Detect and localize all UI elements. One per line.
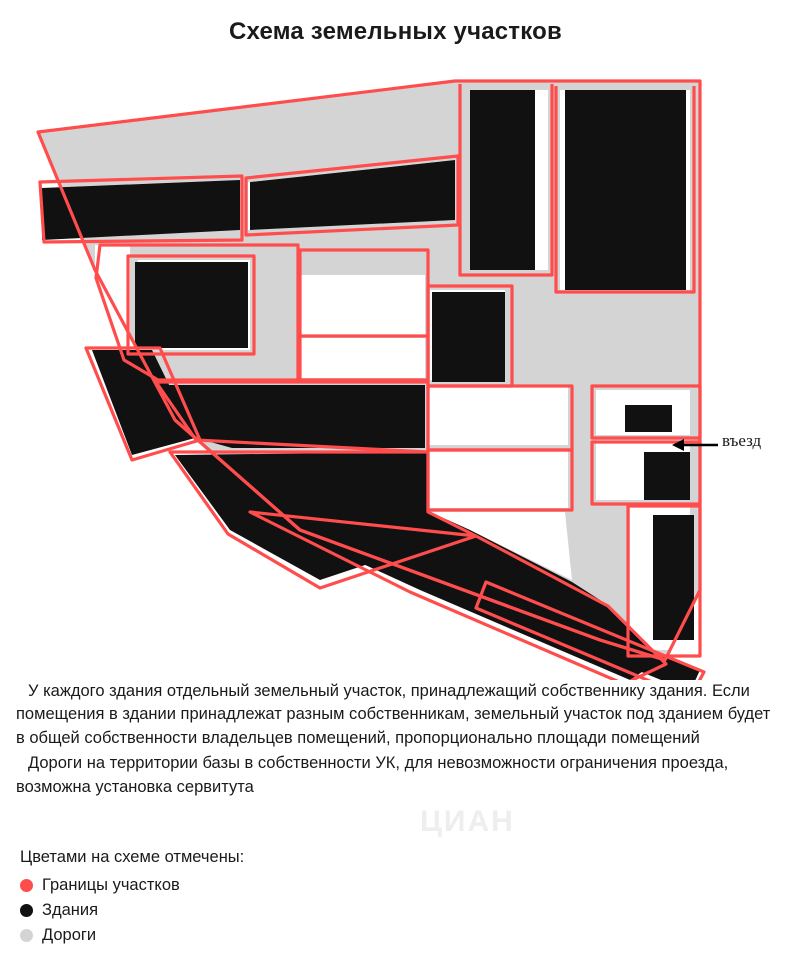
legend-label-roads: Дороги — [42, 926, 97, 944]
watermark: ЦИАН — [420, 805, 515, 838]
legend-item-roads — [20, 923, 520, 948]
legend-title: Цветами на схеме отмечены: — [20, 848, 245, 866]
road-color-swatch-icon — [20, 929, 33, 942]
site-plan-svg — [0, 60, 791, 680]
entrance-label: въезд — [722, 431, 762, 450]
legend-item-boundaries — [20, 873, 520, 898]
note-paragraph-1: У каждого здания отдельный земельный участок, принадлежащий собственнику здания. Если помещения в здании принадлежат разным собственникам, земельный участок под зданием будет в общей собственности владельцев помещений, пропорционально площади помещений — [16, 682, 771, 747]
site-plan-map — [0, 60, 791, 680]
notes-block — [16, 680, 776, 801]
note-paragraph-2: Дороги на территории базы в собственности УК, для невозможности ограничения проезда, возможна установка сервитута — [16, 754, 729, 796]
page-title: Схема земельных участков — [229, 18, 562, 45]
legend-label-boundaries: Границы участков — [42, 876, 180, 894]
building-color-swatch-icon — [20, 904, 33, 917]
legend — [20, 848, 520, 948]
legend-item-buildings — [20, 898, 520, 923]
boundary-color-swatch-icon — [20, 879, 33, 892]
legend-label-buildings: Здания — [42, 901, 99, 919]
